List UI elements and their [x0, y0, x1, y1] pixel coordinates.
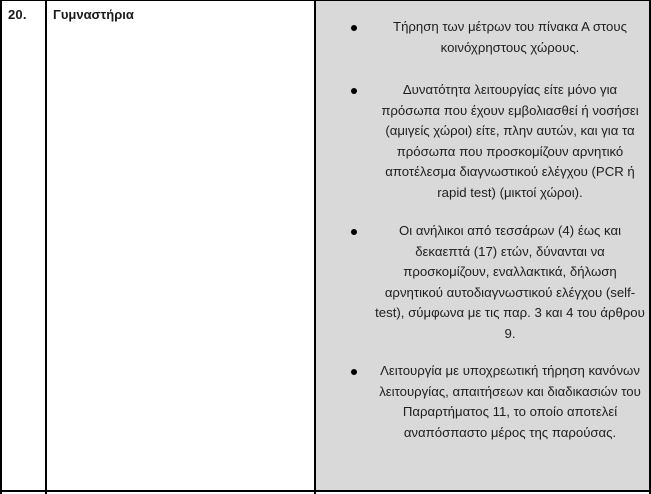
list-item-text: Δυνατότητα λειτουργίας είτε μόνο για πρόσωπα που έχουν εμβολιασθεί ή νοσήσει (αμιγείς χώροι) είτε, πλην αυτών, και για τα πρόσωπα που προσκομίζουν αρνητικό αποτέλεσμα διαγνωστικού ελέγχου (PCR ή rapid test) (μικτοί χώροι). [381, 82, 639, 200]
list-item-text: Λειτουργία με υποχρεωτική τήρηση κανόνων λειτουργίας, απαιτήσεων και διαδικασιών του Παραρτήματος 11, το οποίο αποτελεί αναπόσπαστο μέρος της παρούσας. [379, 363, 641, 440]
row-number-cell [2, 1, 46, 490]
bullet-icon [351, 369, 357, 375]
bullet-icon [351, 229, 357, 235]
table-border-bottom [0, 490, 651, 492]
measures-cell [316, 1, 649, 490]
bullet-icon [351, 88, 357, 94]
row-title-cell [47, 1, 314, 490]
row-number: 20. [8, 7, 27, 22]
list-item-text: Οι ανήλικοι από τεσσάρων (4) έως και δεκαεπτά (17) ετών, δύνανται να προσκομίζουν, εναλλακτικά, δήλωση αρνητικού αυτοδιαγνωστικού ελέγχου (self-test), σύμφωνα με τις παρ. 3 και 4 του άρθρου 9. [375, 223, 645, 341]
row-title: Γυμναστήρια [53, 7, 134, 22]
bullet-icon [351, 25, 357, 31]
list-item-text: Τήρηση των μέτρων του πίνακα Α στους κοινόχρηστους χώρους. [393, 19, 627, 55]
